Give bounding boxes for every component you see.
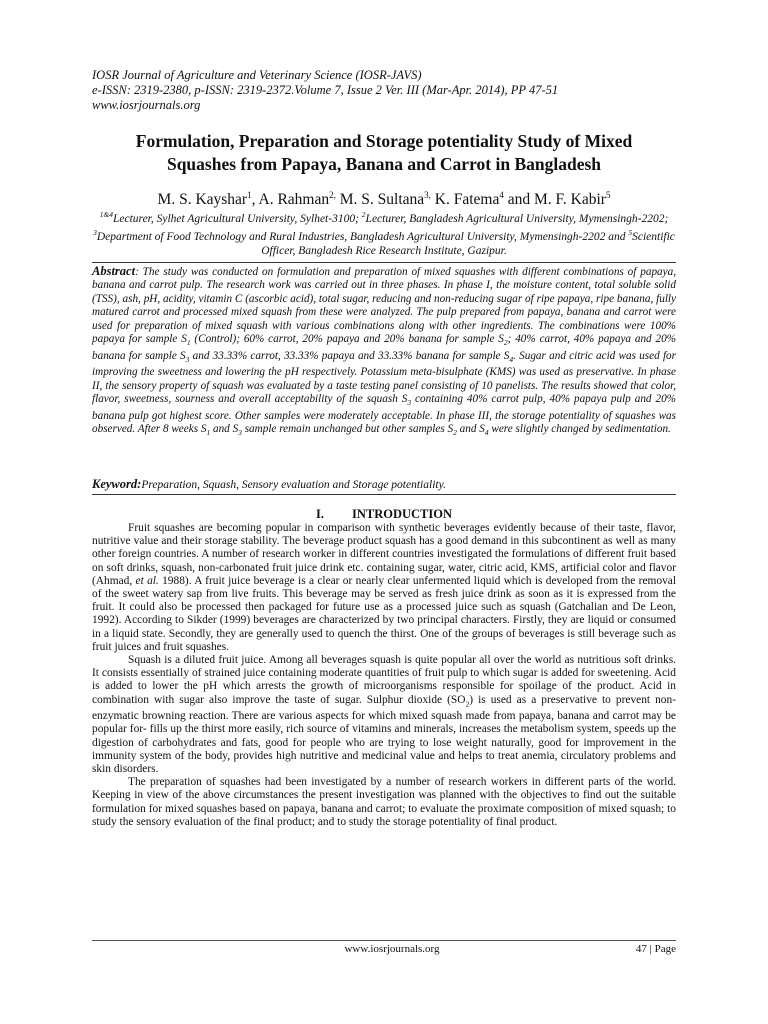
author-superscript: 5 [605, 190, 611, 200]
citation-etal: et al. [135, 574, 159, 587]
affiliation-marker: 2 [361, 210, 366, 219]
paragraph: The preparation of squashes had been investigated by a number of research workers in different parts of the world. Keeping in view of the above circumstances the present investigation was planned with the objectives to find out the suitable formulation for mixed squashes based on papaya, banana and carrot; to evaluate the proximate composition of mixed squash; to study the sensory evaluation of the final product; and to study the storage potentiality of final product. [92, 776, 676, 828]
abstract-text: containing 40% carrot pulp, 40% papaya pulp and 20% banana pulp got highest score. Other samples were moderately acceptable. In phase III, the storage potentiality of squashes was observed. After 8 weeks S [92, 393, 676, 436]
abstract-text: (Control); 60% carrot, 20% papaya and 20% banana for sample S [190, 333, 504, 346]
abstract-text: . Sugar and citric acid was used for improving the sweetness and lowering the pH respectively. Potassium meta-bisulphate (KMS) was used as preservative. In phase II, the sensory property of squash was evaluated by a taste testing panel consisting of 10 panelists. The results showed that color, flavor, sweetness, sourness and overall acceptability of the squash S [92, 349, 676, 406]
abstract [92, 265, 676, 440]
subscript: 2 [503, 338, 508, 348]
author-superscript: 1 [247, 190, 252, 200]
abstract-top-rule [92, 262, 676, 263]
abstract-text: sample remain unchanged but other samples S [241, 423, 454, 436]
paragraph [92, 654, 676, 776]
journal-issn-volume: e-ISSN: 2319-2380, p-ISSN: 2319-2372.Volume 7, Issue 2 Ver. III (Mar-Apr. 2014), PP 47-51 [92, 83, 559, 97]
abstract-bottom-rule [92, 494, 676, 495]
page-number: 47 | Page [635, 943, 676, 955]
footer-website: www.iosrjournals.org [344, 943, 440, 955]
paragraph-text: Squash is a diluted fruit juice. Among all beverages squash is quite popular all over the world as nutritious soft drinks. It consists essentially of strained juice containing moderate quantities of fruit pulp to which sugar is added for sweetening. Acid is added to lower the pH which arrests the growth of microorganisms responsible for spoilage of the product. Acid in combination with sugar also improve the taste of sugar. Sulphur dioxide (SO [92, 654, 676, 706]
subscript: 1 [206, 428, 211, 438]
author-name: , A. Rahman [251, 191, 330, 209]
subscript: 2 [453, 428, 457, 438]
affiliation-text: Lecturer, Bangladesh Agricultural University, Mymensingh-2202; [365, 212, 669, 225]
journal-name: IOSR Journal of Agriculture and Veterinary Science (IOSR-JAVS) [92, 68, 422, 82]
paragraph-text: Fruit squashes are becoming popular in comparison with synthetic beverages evidently because of their taste, flavor, nutritive value and their storage stability. The beverage product squash has a good demand in this subcontinent as well as many other foreign countries. A number of research worker in different countries investigated the formulations of different fruit based on soft drinks, squash, non-carbonated fruit juice drink etc. containing sugar, water, citric acid, KMS, artificial color and flavor (Ahmad, [92, 522, 676, 587]
section-heading [60, 507, 708, 522]
author-name: K. Fatema [430, 191, 500, 209]
paragraph-text: 1988). A fruit juice beverage is a clear or nearly clear unfermented liquid which is developed from the removal of the sweet watery sap from live fruits. This beverage may be served as fresh juice drink as soon as it is expressed from the fruit. It could also be processed then packaged for future use as a processed juice such as squash (Gatchalian and De Leon, 1992). According to Sikder (1999) beverages are characterized by two principal characters. Firstly, they are liquid or consumed in a liquid state. Secondly, they are generally used to quench the thirst. One of the groups of beverages is still beverage such as fruit juices and fruit squashes. [92, 574, 676, 653]
title-line-1: Formulation, Preparation and Storage potentiality Study of Mixed [135, 131, 633, 151]
abstract-label: Abstract [92, 264, 136, 278]
author-list [60, 186, 708, 209]
affiliation-marker: 1&4 [99, 210, 113, 219]
abstract-text: and S [456, 423, 485, 436]
journal-header [92, 68, 692, 113]
abstract-text: : The study was conducted on formulation and preparation of mixed squashes with different combinations of papaya, banana and carrot pulp. The research work was carried out in three phases. In phase I, the moisture content, total soluble solid (TSS), ash, pH, acidity, vitamin C (ascorbic acid), total sugar, reducing and non-reducing sugar of ripe papaya, ripe banana, fully matured carrot and processed mixed squash from these were analyzed. The pulp prepared from papaya, banana and carrot were used for preparation of mixed squash with various combinations along with other ingredients. The combinations were 100% papaya for sample S [92, 266, 676, 346]
footer-rule [92, 940, 676, 941]
title-line-2: Squashes from Papaya, Banana and Carrot in Bangladesh [166, 154, 602, 174]
subscript: 4 [509, 354, 514, 364]
keywords-label: Keyword: [92, 477, 142, 491]
affiliation-text: Lecturer, Sylhet Agricultural University, Sylhet-3100; [112, 212, 362, 225]
keywords-text: Preparation, Squash, Sensory evaluation and Storage potentiality. [141, 479, 446, 491]
affiliation-text: Scientific Officer, Bangladesh Rice Research Institute, Gazipur. [261, 230, 675, 257]
subscript: 1 [186, 338, 191, 348]
keywords [92, 477, 676, 492]
affiliation-text: Department of Food Technology and Rural Industries, Bangladesh Agricultural University, Mymensingh-2202 and [96, 230, 629, 243]
abstract-text: were slightly changed by sedimentation. [488, 423, 671, 436]
author-name: and M. F. Kabir [503, 191, 606, 209]
author-name: M. S. Sultana [335, 191, 425, 209]
section-number: I. [315, 507, 324, 521]
journal-website: www.iosrjournals.org [92, 98, 201, 112]
abstract-text: and S [210, 423, 239, 436]
affiliation-marker: 3 [93, 227, 97, 237]
subscript: 3 [238, 428, 242, 438]
author-superscript: 4 [499, 190, 504, 200]
subscript: 3 [185, 354, 190, 364]
introduction-body [92, 522, 676, 829]
subscript: 4 [484, 428, 489, 438]
author-name: M. S. Kayshar [157, 191, 248, 209]
paper-title [60, 130, 708, 176]
abstract-text: and 33.33% carrot, 33.33% papaya and 33.33% banana for sample S [189, 349, 510, 362]
subscript: 3 [407, 398, 412, 408]
author-superscript: 3, [424, 190, 431, 200]
section-title: INTRODUCTION [351, 507, 452, 521]
subscript: 2 [465, 698, 470, 708]
author-superscript: 2, [329, 190, 336, 200]
affiliation-marker: 5 [628, 227, 633, 237]
affiliations [92, 208, 676, 258]
paragraph-text: ) is used as a preservative to prevent non-enzymatic browning reaction. There are various aspects for which mixed squash made from papaya, banana and carrot may be popular for- fills up the thirst more easily, rich source of vitamins and minerals, increases the metabolism system, speeds up the digestion of carbohydrates and fats, good for people who are trying to lose weight naturally, good for improvement in the immunity system of the body, provides high nutritive and medicinal value and helps to treat anemia, circulatory problems and skin disorders. [92, 693, 676, 775]
paragraph [92, 522, 676, 654]
abstract-text: ; 40% carrot, 40% papaya and 20% banana for sample S [92, 333, 677, 362]
